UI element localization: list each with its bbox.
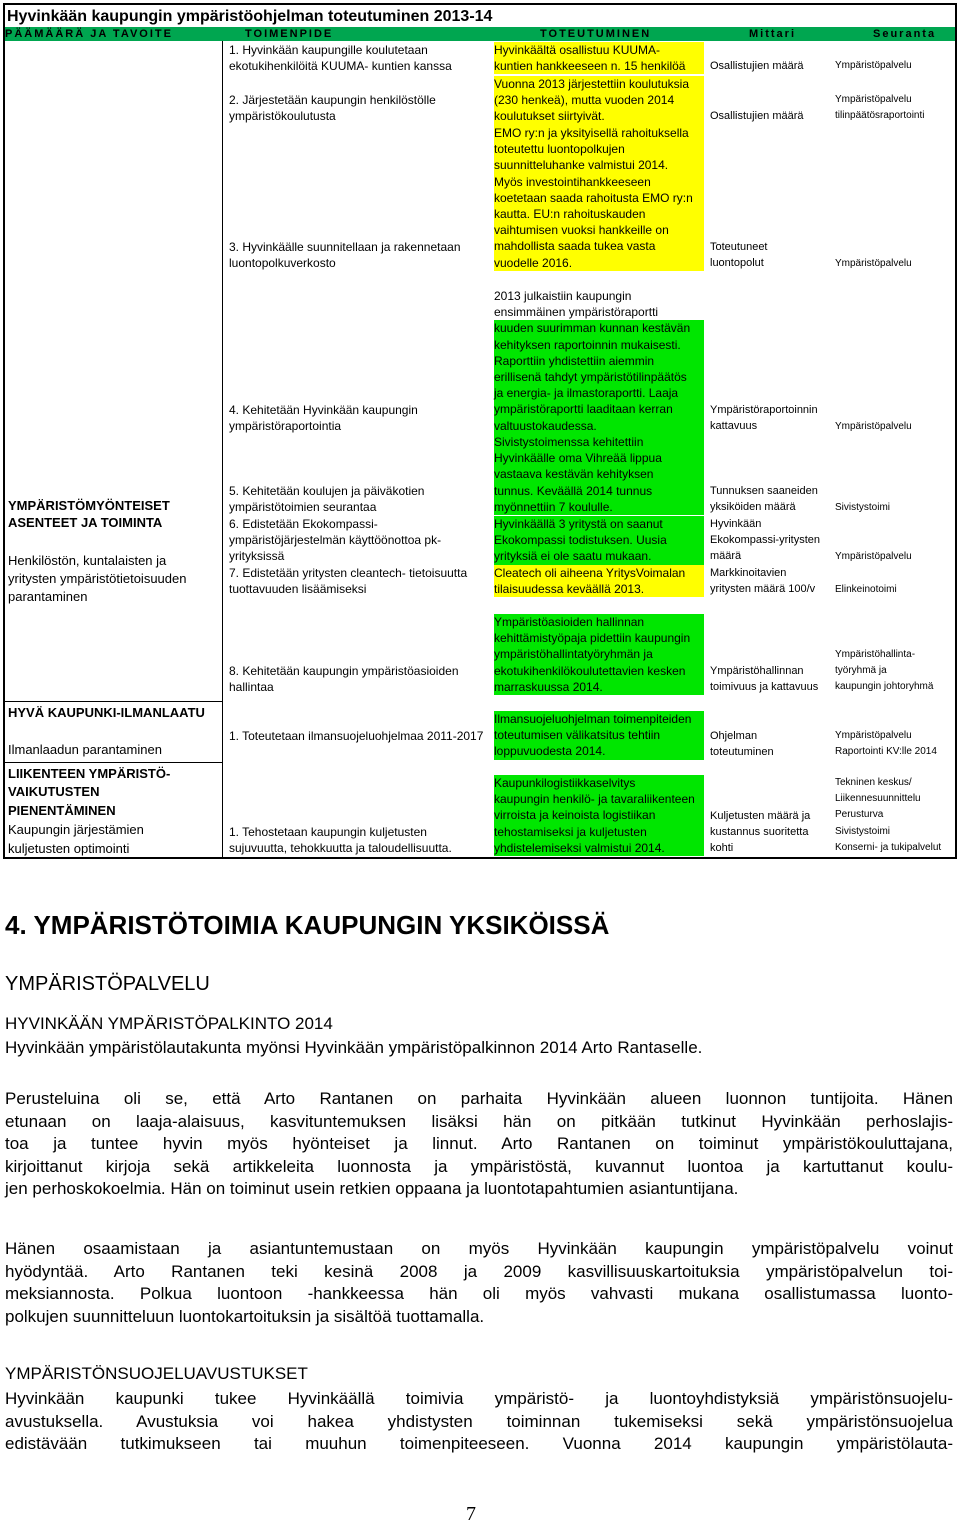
- metric-cell: Markkinoitavien yritysten määrä 100/v: [710, 567, 816, 596]
- follow-cell: Ympäristöhallinta- työryhmä ja kaupungin johtoryhmä: [835, 649, 934, 693]
- goal-group-title: HYVÄ KAUPUNKI-ILMANLAATU: [8, 705, 205, 720]
- goal-group-subtitle: Henkilöstön, kuntalaisten ja: [8, 553, 167, 568]
- metric-cell: Osallistujien määrä: [710, 110, 804, 122]
- goal-group-title: YMPÄRISTÖMYÖNTEISET: [8, 498, 170, 513]
- result-cell: 2013 julkaistiin kaupungin ensimmäinen ympäristöraportti kuuden suurimman kunnan kestävän kehityksen raportoinnin mukaisesti. Raporttiin yhdistettiin aiemmin erillisenä tahdyt ympäristötilinpäätös ja energia- ja ilmastoraportti. Laaja ympäristöraportti laaditaan kerran valtuustokaudessa.: [494, 288, 704, 434]
- measure-cell: 1. Tehostetaan kaupungin kuljetusten sujuvuutta, tehokkuutta ja taloudellisuutta.: [229, 825, 452, 856]
- measure-cell: 2. Järjestetään kaupungin henkilöstölle ympäristökoulutusta: [229, 93, 436, 124]
- follow-cell: Ympäristöpalvelu: [835, 60, 912, 71]
- metric-cell: Osallistujien määrä: [710, 60, 804, 72]
- measure-cell: 8. Kehitetään kaupungin ympäristöasioiden hallintaa: [229, 664, 459, 695]
- goal-group-title: LIIKENTEEN YMPÄRISTÖ-: [8, 766, 171, 781]
- subheading: YMPÄRISTÖPALVELU: [5, 973, 210, 995]
- header-result: TOTEUTUMINEN: [540, 28, 652, 40]
- metric-cell: Ympäristöhallinnan toimivuus ja kattavuus: [710, 665, 819, 694]
- award-line: Hyvinkään ympäristölautakunta myönsi Hyvinkään ympäristöpalkinnon 2014 Arto Rantaselle.: [5, 1038, 703, 1057]
- result-cell: Hyvinkäältä osallistuu KUUMA- kuntien hankkeeseen n. 15 henkilöä: [494, 42, 704, 74]
- goal-group-subtitle: parantaminen: [8, 589, 88, 604]
- column-divider: [222, 41, 223, 857]
- goal-group-subtitle: Ilmanlaadun parantaminen: [8, 742, 162, 757]
- metric-cell: Tunnuksen saaneiden yksiköiden määrä: [710, 485, 818, 514]
- result-cell: Ilmansuojeluohjelman toimenpiteiden toteutumisen välikatsitus tehtiin loppuvuodesta 2014.: [494, 711, 704, 760]
- group-divider: [5, 701, 222, 702]
- page-number: 7: [466, 1503, 476, 1525]
- group-divider: [5, 762, 222, 763]
- follow-cell: Elinkeinotoimi: [835, 584, 897, 595]
- result-cell: Vuonna 2013 järjestettiin koulutuksia (230 henkeä), mutta vuoden 2014 koulutukset siirtyivät.: [494, 76, 704, 125]
- result-cell: Sivistystoimenssa kehitettiin Hyvinkäälle oma Vihreää lippua vastaava kestävän kehityksen tunnus. Keväällä 2014 tunnus myönnettiin 7 koululle.: [494, 434, 704, 515]
- metric-cell: Hyvinkään Ekokompassi-yritysten määrä: [710, 518, 821, 563]
- goal-group-subtitle: Kaupungin järjestämien: [8, 822, 144, 837]
- follow-cell: Ympäristöpalvelu: [835, 258, 912, 269]
- measure-cell: 7. Edistetään yritysten cleantech- tietoisuutta tuottavuuden lisäämiseksi: [229, 566, 468, 597]
- measure-cell: 3. Hyvinkäälle suunnitellaan ja rakennetaan luontopolkuverkosto: [229, 240, 461, 271]
- follow-cell: Ympäristöpalvelu tilinpäätösraportointi: [835, 94, 925, 122]
- header-measure: TOIMENPIDE: [245, 28, 334, 40]
- result-cell: Ympäristöasioiden hallinnan kehittämistyöpaja pidettiin kaupungin ympäristöhallintatyöryhmän ja ekotukihenkilökoulutettavien kesken marraskuussa 2014.: [494, 614, 704, 695]
- metric-cell: Kuljetusten määrä ja kustannus suoritetta kohti: [710, 810, 811, 855]
- follow-cell: Ympäristöpalvelu Raportointi KV:lle 2014: [835, 730, 937, 758]
- follow-cell: Sivistystoimi: [835, 502, 891, 513]
- follow-cell: Tekninen keskus/ Liikennesuunnittelu Perusturva Sivistystoimi Konserni- ja tukipalvelut: [835, 777, 942, 853]
- grants-title: YMPÄRISTÖNSUOJELUAVUSTUKSET: [5, 1364, 308, 1383]
- measure-cell: 6. Edistetään Ekokompassi- ympäristöjärjestelmän käyttöönottoa pk- yrityksissä: [229, 517, 442, 564]
- header-metric: Mittari: [749, 28, 796, 40]
- measure-cell: 4. Kehitetään Hyvinkään kaupungin ympäristöraportointia: [229, 403, 418, 434]
- goal-group-title: VAIKUTUSTEN: [8, 784, 100, 799]
- metric-cell: Ohjelman toteutuminen: [710, 730, 774, 759]
- goal-group-title: PIENENTÄMINEN: [8, 803, 116, 818]
- measure-cell: 5. Kehitetään koulujen ja päiväkotien ympäristötoimien seurantaa: [229, 484, 425, 515]
- paragraph: Perusteluina oli se, että Arto Rantanen on parhaita Hyvinkään alueen luonnon tuntijoita. Hänen etunaan on laaja-alaisuus, kasvituntemuksen lisäksi hän on pitkään tutkinut Hyvinkään perhoslajis- toa ja tuntee hyvin myös hyönteiset ja linnut. Arto Rantanen on toiminut ympäristökouluttajana, kirjoittanut kirjoja sekä artikkeleita luonnosta ja ympäristöstä, kuvannut luontoa ja kartuttanut koulu- jen perhoskokoelmia. Hän on toiminut usein retkien oppaana ja luontotapahtumien asiantuntijana.: [5, 1089, 953, 1198]
- measure-cell: 1. Hyvinkään kaupungille koulutetaan ekotukihenkilöitä KUUMA- kuntien kanssa: [229, 43, 452, 74]
- result-cell: Cleatech oli aiheena YritysVoimalan tilaisuudessa keväällä 2013.: [494, 565, 704, 597]
- goal-group-subtitle: yritysten ympäristötietoisuuden: [8, 571, 187, 586]
- header-goal: PÄÄMÄÄRÄ JA TAVOITE: [5, 28, 173, 40]
- award-title: HYVINKÄÄN YMPÄRISTÖPALKINTO 2014: [5, 1014, 333, 1033]
- paragraph: Hyvinkään kaupunki tukee Hyvinkäällä toimivia ympäristö- ja luontoyhdistyksiä ympäristönsuojelu- avustuksella. Avustuksia voi hakea yhdistysten toiminnan tukemiseksi sekä ympäristönsuojelua edistävään tutkimukseen tai muuhun toimenpiteeseen. Vuonna 2014 kaupungin ympäristölauta-: [5, 1389, 953, 1453]
- follow-cell: Ympäristöpalvelu: [835, 551, 912, 562]
- metric-cell: Toteutuneet luontopolut: [710, 241, 768, 270]
- result-cell: Kaupunkilogistiikkaselvitys kaupungin henkilö- ja tavaraliikenteen virroista ja keinoista logistiikan tehostamiseksi ja kuljetusten yhdistelemiseksi valmistui 2014.: [494, 775, 704, 856]
- table-title: Hyvinkään kaupungin ympäristöohjelman toteutuminen 2013-14: [7, 8, 493, 25]
- goal-group-title: ASENTEET JA TOIMINTA: [8, 515, 163, 530]
- paragraph: Hänen osaamistaan ja asiantuntemustaan on myös Hyvinkään kaupungin ympäristöpalvelu voinut hyödyntää. Arto Rantanen teki kesinä 2008 ja 2009 kasvillisuuskartoituksia ympäristöpalvelun toi- meksiannosta. Polkua luontoon -hankkeessa hän oli myös vahvasti mukana osallistumassa luonto- polkujen suunnitteluun luontokartoituksin ja sisältöä tuottamalla.: [5, 1239, 953, 1326]
- goal-group-subtitle: kuljetusten optimointi: [8, 841, 130, 856]
- table-header-row: [5, 27, 955, 41]
- section-heading: 4. YMPÄRISTÖTOIMIA KAUPUNGIN YKSIKÖISSÄ: [5, 910, 610, 940]
- header-follow: Seuranta: [873, 28, 937, 40]
- result-cell: Hyvinkäällä 3 yritystä on saanut Ekokompassi todistuksen. Uusia yrityksiä ei ole saatu mukaan.: [494, 516, 704, 565]
- measure-cell: 1. Toteutetaan ilmansuojeluohjelmaa 2011-2017: [229, 729, 484, 743]
- metric-cell: Ympäristöraportoinnin kattavuus: [710, 404, 818, 433]
- follow-cell: Ympäristöpalvelu: [835, 421, 912, 432]
- result-cell: EMO ry:n ja yksityisellä rahoituksella toteutettu luontopolkujen suunnitteluhanke valmistui 2014. Myös investointihankkeeseen koetetaan saada rahoitusta EMO ry:n kautta. EU:n rahoituskauden vaihtumisen vuoksi hankkeille on mahdollista saada tukea vasta vuodelle 2016.: [494, 125, 704, 271]
